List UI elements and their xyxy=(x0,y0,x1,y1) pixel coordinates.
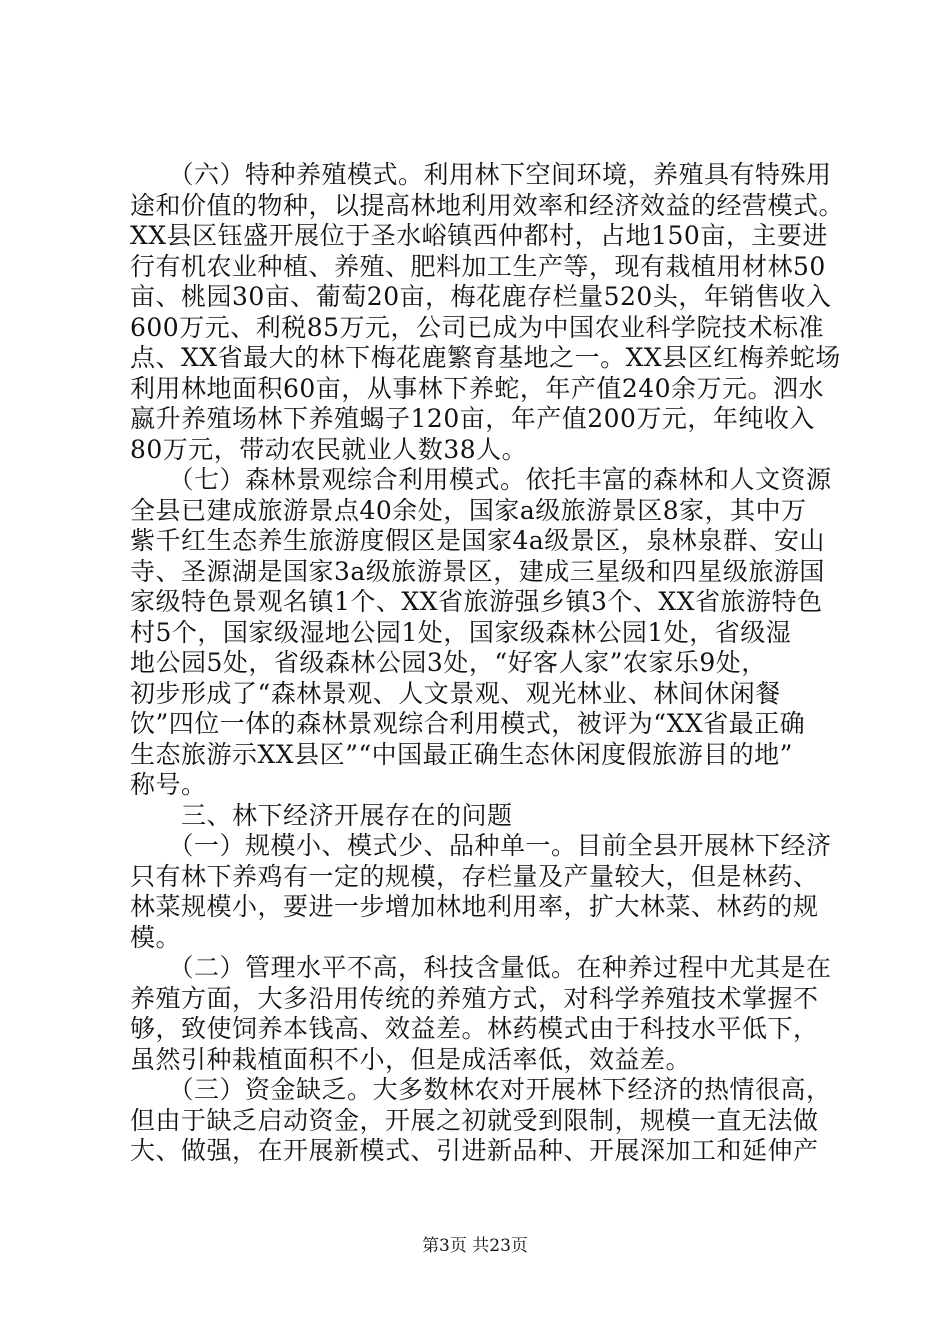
text-line: 寺、圣源湖是国家3a级旅游景区，建成三星级和四星级旅游国 xyxy=(130,556,825,586)
text-line: （一）规模小、模式少、品种单一。目前全县开展林下经济 xyxy=(130,831,832,860)
text-line: 途和价值的物种，以提高林地利用效率和经济效益的经营模式。 xyxy=(130,190,845,220)
text-line: 初步形成了“森林景观、人文景观、观光林业、林间休闲餐 xyxy=(130,678,781,708)
text-line: 模。 xyxy=(130,922,182,952)
text-line: 嬴升养殖场林下养殖蝎子120亩，年产值200万元，年纯收入 xyxy=(130,404,815,433)
text-line: XX县区钰盛开展位于圣水峪镇西仲都村，占地150亩，主要进 xyxy=(130,221,828,250)
text-line: 生态旅游示XX县区”“中国最正确生态休闲度假旅游目的地” xyxy=(130,739,793,769)
text-line: 虽然引种栽植面积不小，但是成活率低，效益差。 xyxy=(130,1044,692,1074)
text-line: 大、做强，在开展新模式、引进新品种、开展深加工和延伸产 xyxy=(130,1136,819,1165)
text-line: 全县已建成旅游景点40余处，国家a级旅游景区8家，其中万 xyxy=(130,495,807,525)
page-number-footer: 第3页 共23页 xyxy=(422,1236,528,1256)
text-line: 称号。 xyxy=(130,770,207,799)
text-line: （六）特种养殖模式。利用林下空间环境，养殖具有特殊用 xyxy=(130,160,832,189)
text-line: 80万元，带动农民就业人数38人。 xyxy=(130,434,528,464)
text-line: 但由于缺乏启动资金，开展之初就受到限制，规模一直无法做 xyxy=(130,1105,819,1135)
text-line: 亩、桃园30亩、葡萄20亩，梅花鹿存栏量520头，年销售收入 xyxy=(130,282,832,311)
text-line: 饮”四位一体的森林景观综合利用模式，被评为“XX省最正确 xyxy=(130,709,806,738)
text-line: 家级特色景观名镇1个、XX省旅游强乡镇3个、XX省旅游特色 xyxy=(130,587,823,616)
text-line: 只有林下养鸡有一定的规模，存栏量及产量较大，但是林药、 xyxy=(130,861,819,891)
text-line: 林菜规模小，要进一步增加林地利用率，扩大林菜、林药的规 xyxy=(130,892,819,921)
text-line: 够，致使饲养本钱高、效益差。林药模式由于科技水平低下， xyxy=(130,1014,819,1043)
text-line: （三）资金缺乏。大多数林农对开展林下经济的热情很高， xyxy=(130,1075,832,1104)
text-line: 点、XX省最大的林下梅花鹿繁育基地之一。XX县区红梅养蛇场 xyxy=(130,343,841,372)
text-line: 利用林地面积60亩，从事林下养蛇，年产值240余万元。泗水 xyxy=(130,373,825,403)
text-line: 养殖方面，大多沿用传统的养殖方式，对科学养殖技术掌握不 xyxy=(130,983,819,1013)
text-line: 三、林下经济开展存在的问题 xyxy=(130,800,513,830)
text-line: （七）森林景观综合利用模式。依托丰富的森林和人文资源 xyxy=(130,465,832,494)
text-line: 紫千红生态养生旅游度假区是国家4a级景区，泉林泉群、安山 xyxy=(130,526,825,555)
text-line: 600万元、利税85万元，公司已成为中国农业科学院技术标准 xyxy=(130,312,825,342)
text-line: （二）管理水平不高，科技含量低。在种养过程中尤其是在 xyxy=(130,953,832,982)
text-line: 地公园5处，省级森林公园3处，“好客人家”农家乐9处， xyxy=(130,648,767,677)
text-line: 村5个，国家级湿地公园1处，国家级森林公园1处，省级湿 xyxy=(130,617,792,647)
text-line: 行有机农业种植、养殖、肥料加工生产等，现有栽植用材林50 xyxy=(130,251,826,281)
